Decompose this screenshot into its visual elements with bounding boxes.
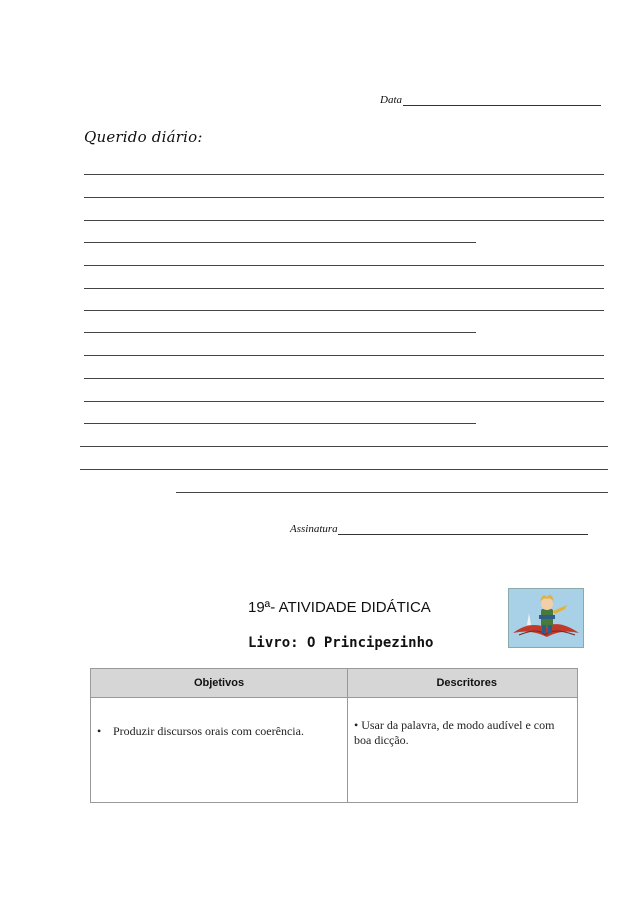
writing-line[interactable] [80,446,608,447]
descriptor-text: • Usar da palavra, de modo audível e com boa dicção. [354,718,555,747]
writing-line[interactable] [84,401,604,402]
signature-line[interactable] [338,523,588,535]
writing-line[interactable] [84,220,604,221]
writing-line[interactable] [176,492,608,493]
writing-line[interactable] [84,310,604,311]
header-objectives: Objetivos [91,669,348,698]
objective-text: Produzir discursos orais com coerência. [113,724,304,738]
writing-line[interactable] [84,197,604,198]
bullet-icon: • [97,724,102,738]
date-line[interactable] [403,94,601,106]
date-label: Data [380,94,402,106]
signature-label: Assinatura [290,523,338,535]
little-prince-icon [508,588,584,648]
objective-item [97,724,341,739]
objective-cell [91,698,348,803]
descriptor-cell [348,698,578,803]
signature-field [290,523,588,535]
diary-greeting: Querido diário: [84,128,203,146]
writing-line[interactable] [84,265,604,266]
writing-line[interactable] [84,332,476,333]
date-field [380,94,601,106]
book-title: Livro: O Principezinho [248,635,434,651]
objectives-table [90,668,578,803]
writing-line[interactable] [84,174,604,175]
writing-line[interactable] [84,423,476,424]
writing-line[interactable] [84,242,476,243]
header-descriptors: Descritores [348,669,578,698]
writing-line[interactable] [80,469,608,470]
writing-line[interactable] [84,355,604,356]
table-row [91,698,578,803]
activity-title: 19ª- ATIVIDADE DIDÁTICA [248,599,431,616]
writing-line[interactable] [84,288,604,289]
writing-line[interactable] [84,378,604,379]
table-header-row [91,669,578,698]
